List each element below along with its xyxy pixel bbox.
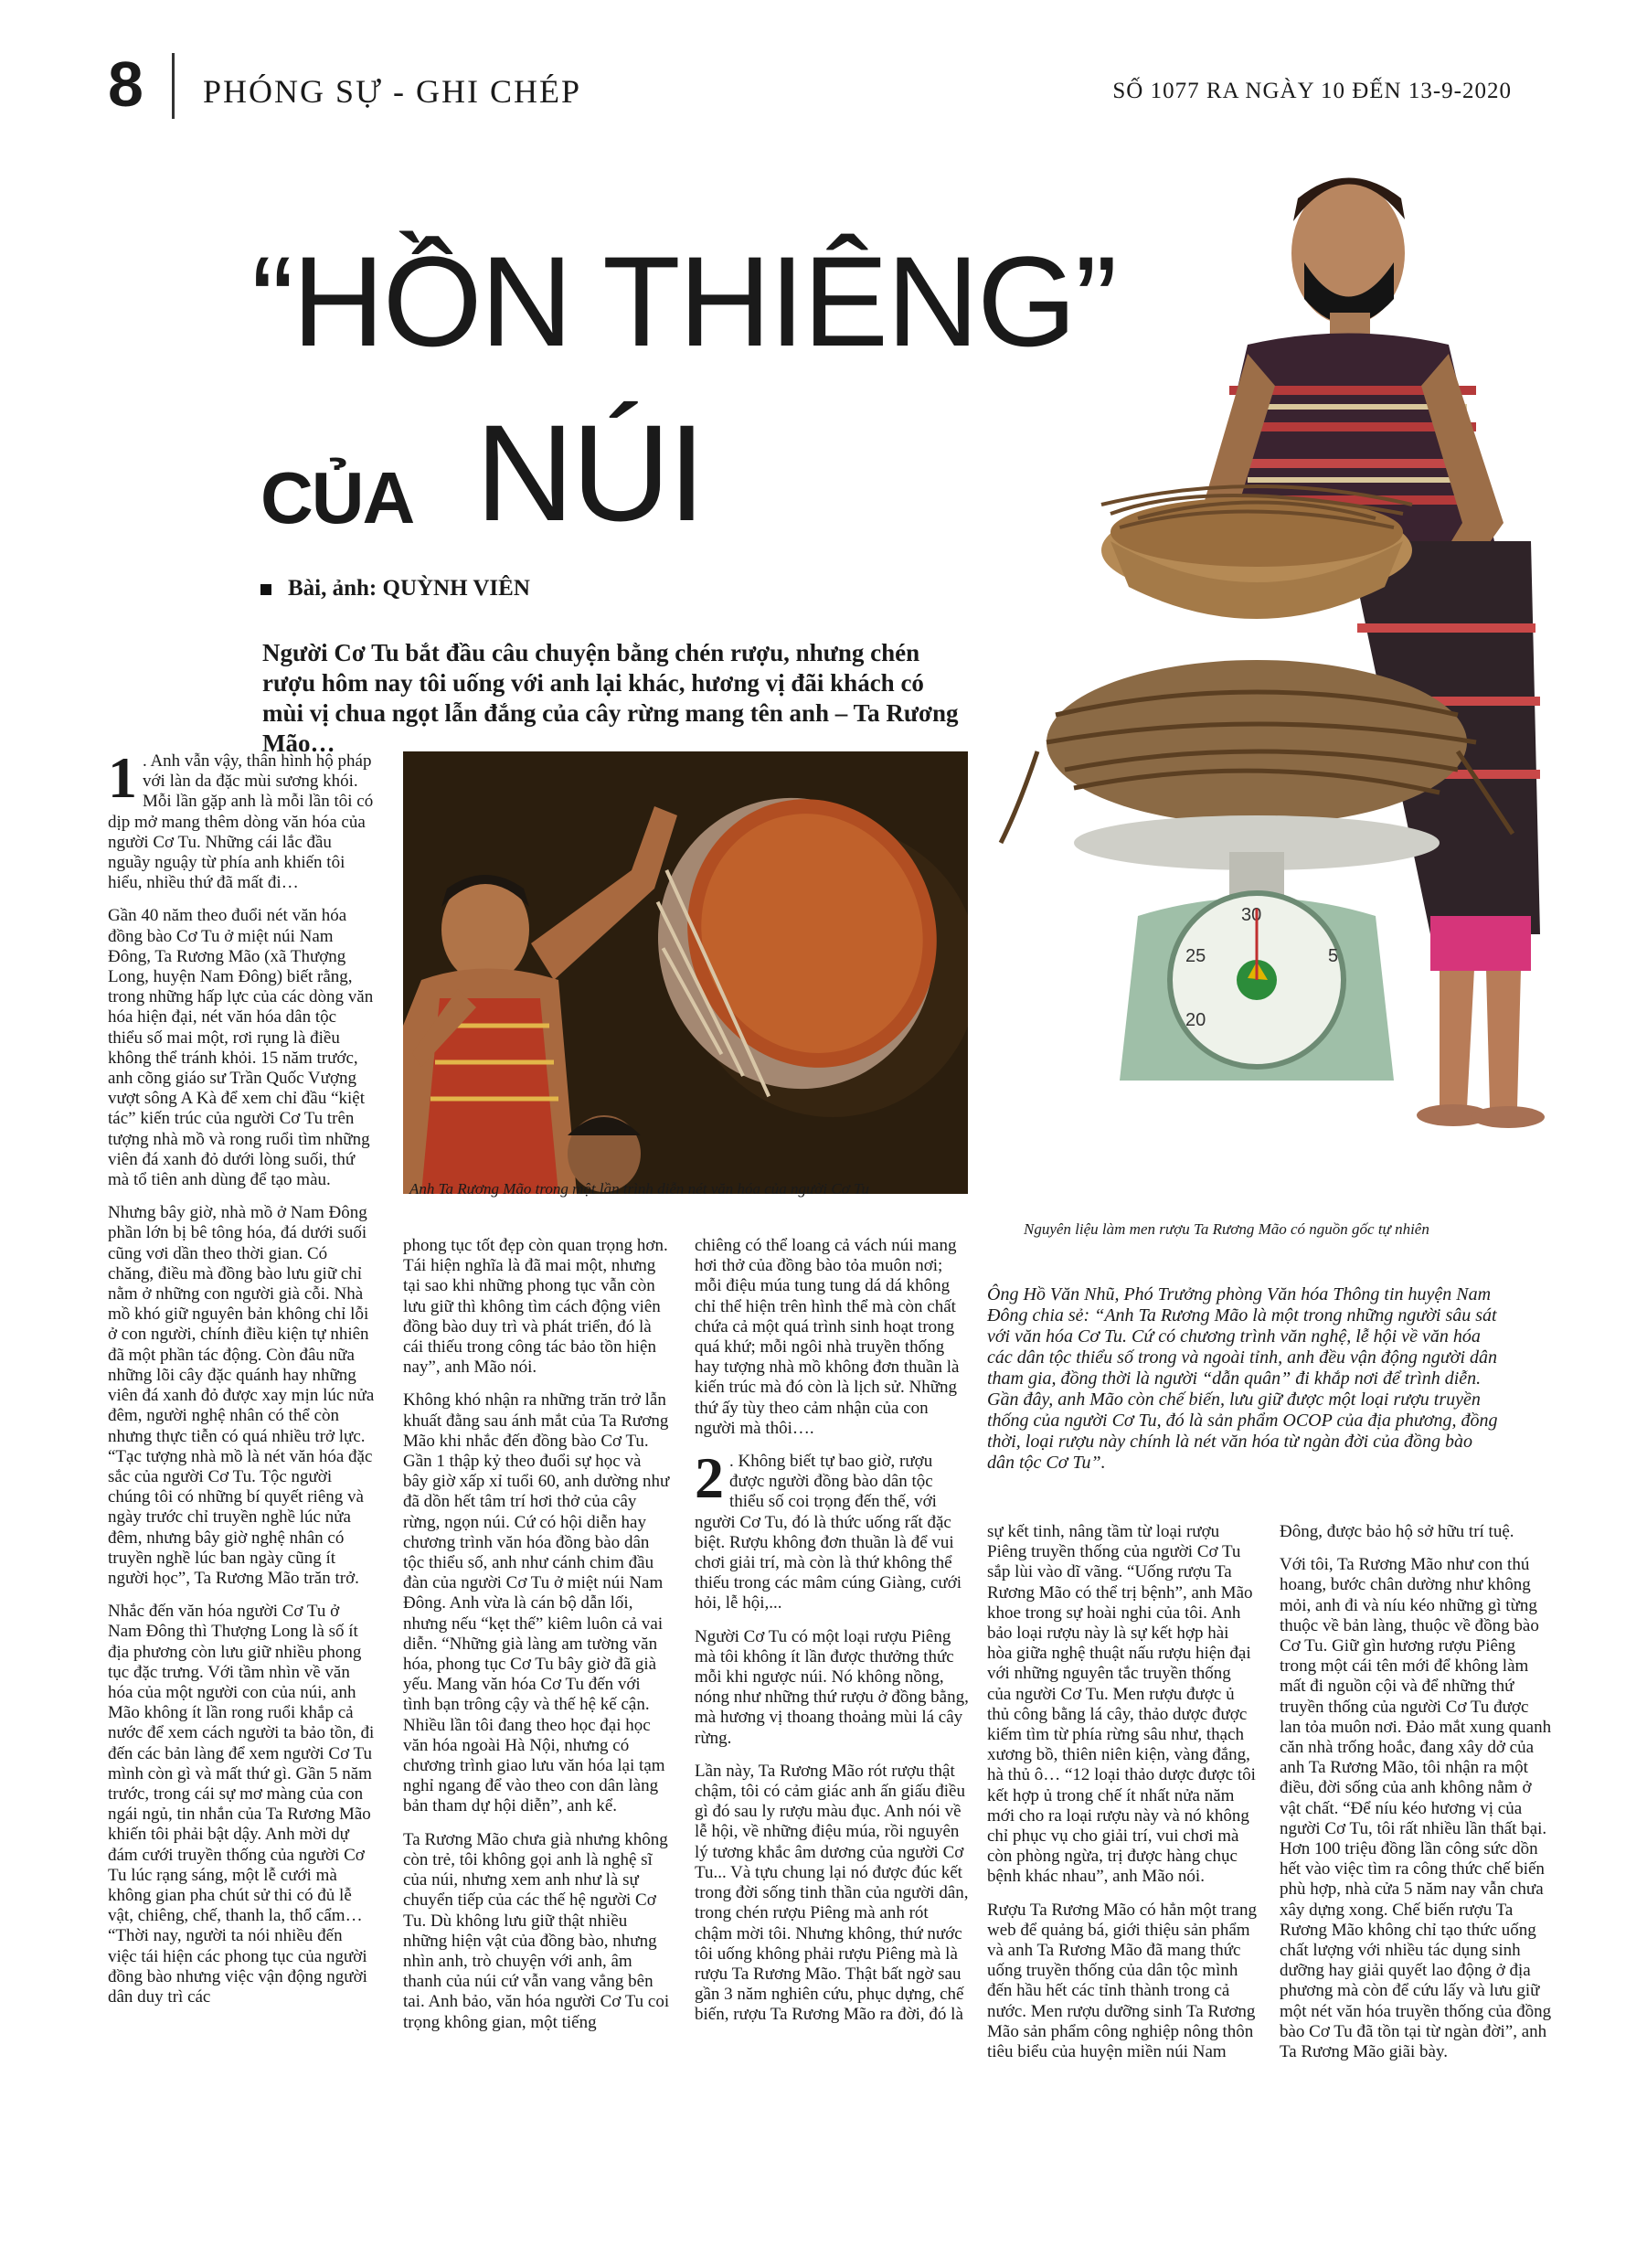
col1-paragraph-1 <box>108 745 375 893</box>
column-1 <box>108 745 375 2020</box>
col5-paragraph-1: Đông, được bảo hộ sở hữu trí tuệ. <box>1280 1522 1514 1541</box>
column-5 <box>1280 1522 1554 2075</box>
col3-paragraph-4: Lần này, Ta Rương Mão rót rượu thật chậm, tôi có cảm giác anh ấn giấu điều gì đó sau ly rượu màu đục. Anh nói về lễ hội, về những điệu múa, rồi nguyên lý tương khắc âm dương của người Cơ Tu... Và tựu chung lại nó được đúc kết trong đời sống tinh thần của người dân, trong chén rượu Piêng mà anh rót chậm mời tôi. Nhưng không, thứ nước tôi uống không phải rượu Piêng mà là rượu Ta Rương Mão. Thật bất ngờ sau gần 3 năm nghiên cứu, phục dựng, chế biến, rượu Ta Rương Mão ra đời, đó là <box>695 1761 969 2025</box>
scale-label-5: 5 <box>1328 946 1339 966</box>
col1-paragraph-2: Gần 40 năm theo đuổi nét văn hóa đồng bào Cơ Tu ở miệt núi Nam Đông, Ta Rương Mão (xã Thượng Long, huyện Nam Đông) biết rằng, trong những hấp lực của các dòng văn hóa hiện đại, nét văn hóa dân tộc thiểu số mai một, rơi rụng là điều không thể tránh khỏi. 15 năm trước, anh cõng giáo sư Trần Quốc Vượng vượt sông A Kà để xem chỉ đầu “kiệt tác” kiến trúc của người Cơ Tu trên tượng nhà mồ và rong ruổi tìm những viên đá xanh đỏ dưới lòng suối, thứ mà tổ tiên anh dùng để tạo màu. <box>108 906 374 1190</box>
article-title-big-word: NÚI <box>475 396 704 549</box>
dropcap-2: 2 <box>695 1445 724 1511</box>
caption-ingredients: Nguyên liệu làm men rượu Ta Rương Mão có nguồn gốc tự nhiên <box>1024 1220 1429 1238</box>
col1-paragraph-3: Nhưng bây giờ, nhà mồ ở Nam Đông phần lớn bị bê tông hóa, đá dưới suối cũng vơi dần theo thời gian. Có chăng, điều mà đồng bào lưu giữ chỉ nằm ở những con người già cỗi. Nhà mồ khó giữ nguyên bản không chỉ lỗi ở con người, chính điều kiện tự nhiên đã một phần tác động. Còn đâu nữa những lõi cây đặc quánh hay những viên đá xanh đỏ được xay mịn lúc nửa đêm, người nghệ nhân có thể còn nhưng thực tiễn có quá nhiều trở lực. “Tạc tượng nhà mồ là nét văn hóa đặc sắc của người Cơ Tu. Tộc người chúng tôi có những bí quyết riêng và ngày trước chỉ truyền nghề lúc nửa đêm, nhưng bây giờ nghệ nhân có truyền nghề lúc ban ngày cũng ít người học”, Ta Rương Mão trăn trở. <box>108 1203 375 1588</box>
col3-paragraph-2 <box>695 1445 969 1614</box>
col2-paragraph-3: Ta Rương Mão chưa già nhưng không còn trẻ, tôi không gọi anh là nghệ sĩ của núi, nhưng xem anh như là sự chuyển tiếp của các thế hệ người Cơ Tu. Dù không lưu giữ thật nhiều những hiện vật của đồng bào, nhưng nhìn anh, trò chuyện với anh, âm thanh của núi cứ vẫn vang vẳng bên tai. Anh bảo, văn hóa người Cơ Tu coi trọng không gian, một tiếng <box>403 1829 670 2032</box>
col2-paragraph-1: phong tục tốt đẹp còn quan trọng hơn. Tái hiện nghĩa là đã mai một, nhưng tại sao khi những phong tục vẫn còn lưu giữ thì không tìm cách động viên đồng bào duy trì và phát triển, đó là cái thiếu trong công tác bảo tồn hiện nay”, anh Mão nói. <box>403 1236 668 1378</box>
quote-block <box>987 1284 1499 1486</box>
article-title-line1: “HỒN THIÊNG” <box>251 229 1116 373</box>
col3-paragraph-3: Người Cơ Tu có một loại rượu Piêng mà tôi không ít lần được thưởng thức mỗi khi ngược núi. Nó không nồng, nóng như những thứ rượu ở đồng bằng, mà hương vị thoang thoảng mùi lá cây rừng. <box>695 1626 969 1748</box>
column-2 <box>403 1236 670 2046</box>
bullet-square-icon <box>260 584 271 595</box>
col3-p2-text: . Không biết tự bao giờ, rượu được người đồng bào dân tộc thiểu số coi trọng đến thế, với người Cơ Tu, đó là thức uống rất đặc biệt. Rượu không đơn thuần là để vui chơi giải trí, mà còn là thứ không thể thiếu trong các mâm cúng Giàng, cưới hỏi, lễ hội,... <box>695 1452 962 1613</box>
byline <box>260 574 530 603</box>
section-label: PHÓNG SỰ - GHI CHÉP <box>203 73 581 110</box>
photo-performance <box>403 751 968 1194</box>
scale-label-20: 20 <box>1185 1010 1206 1030</box>
col4-paragraph-1: sự kết tinh, nâng tầm từ loại rượu Piêng truyền thống của người Cơ Tu sắp lùi vào dĩ vãng. “Uống rượu Ta Rương Mão có thể trị bệnh”, anh Mão khoe trong sự hoài nghi của tôi. Anh bảo loại rượu này là sự kết hợp hài hòa giữa nghệ thuật nấu rượu hiện đại với những nguyên tắc truyền thống của người Cơ Tu. Men rượu được ủ thủ công bằng lá cây, thảo dược được kiếm tìm từ phía rừng sâu như, thạch xương bồ, thiên niên kiện, vàng đắng, hà thủ ô… “12 loại thảo dược được tôi kết hợp ủ trong chế ít nhất nửa năm mới cho ra loại rượu này và nó không chỉ phục vụ cho giải trí, vui chơi mà còn phòng ngừa, trị được hàng chục bệnh khác nhau”, anh Mão nói. <box>987 1522 1256 1887</box>
issue-info: SỐ 1077 RA NGÀY 10 ĐẾN 13-9-2020 <box>1112 79 1512 103</box>
article-lead: Người Cơ Tu bắt đầu câu chuyện bằng chén rượu, nhưng chén rượu hôm nay tôi uống với anh lại khác, hương vị đãi khách có mùi vị chua ngọt lẫn đắng của cây rừng mang tên anh – Ta Rương Mão… <box>262 639 959 757</box>
col4-paragraph-2: Rượu Ta Rương Mão có hẳn một trang web để quảng bá, giới thiệu sản phẩm và anh Ta Rương Mão đã mang thức uống truyền thống của dân tộc mình đến hầu hết các tỉnh thành trong cả nước. Men rượu dưỡng sinh Ta Rương Mão sản phẩm công nghiệp nông thôn tiêu biểu của huyện miền núi Nam <box>987 1900 1257 2062</box>
column-4 <box>987 1522 1257 2075</box>
header-divider <box>172 53 175 119</box>
column-3 <box>695 1236 969 2039</box>
col1-paragraph-4: Nhắc đến văn hóa người Cơ Tu ở Nam Đông thì Thượng Long là số ít địa phương còn lưu giữ nhiều phong tục đặc trưng. Với tầm nhìn về văn hóa của một người con của núi, anh Mão không ít lần rong ruổi khắp cả nước để xem cách người ta bảo tồn, đi đến các bản làng để xem người Cơ Tu mình còn gì và mất thứ gì. Gần 5 năm trước, trong cái sự mơ màng của con ngái ngủ, tin nhắn của Ta Rương Mão khiến tôi phải bật dậy. Anh mời dự đám cưới truyền thống của người Cơ Tu lúc rạng sáng, một lễ cưới mà không gian pha chút sử thi có đủ lễ vật, chiêng, chế, thanh la, thổ cẩm… “Thời nay, người ta nói nhiều đến việc tái hiện các phong tục của người đồng bào nhưng việc vận động người dân duy trì các <box>108 1602 375 2007</box>
quote-paragraph: Ông Hồ Văn Nhũ, Phó Trưởng phòng Văn hóa Thông tin huyện Nam Đông chia sẻ: “Anh Ta Rương Mão là một trong những người sâu sát với văn hóa Cơ Tu. Cứ có chương trình văn nghệ, lễ hội về văn hóa các dân tộc thiểu số trong và ngoài tỉnh, anh đều vận động người dân tham gia, đồng thời là người “dẫn quân” đi khắp nơi để trình diễn. Gần đây, anh Mão còn chế biến, lưu giữ được một loại rượu truyền thống của người Cơ Tu, đó là sản phẩm OCOP của địa phương, đồng thời, loại rượu này chính là nét văn hóa từ ngàn đời của đồng bào dân tộc Cơ Tu”. <box>987 1284 1498 1473</box>
performance-illustration <box>403 751 968 1194</box>
col3-paragraph-1: chiêng có thể loang cả vách núi mang hơi thở của đồng bào tỏa muôn nơi; mỗi điệu múa tung tung dá dá không chỉ thể hiện trên hình thể mà còn chất chứa cả một quá trình sinh hoạt trong quá khứ; mỗi ngôi nhà truyền thống hay tượng nhà mồ không đơn thuần là kiến trúc mà đó còn là lịch sử. Những thứ ấy tùy theo cảm nhận của con người mà thôi…. <box>695 1236 960 1438</box>
scale-label-30: 30 <box>1241 905 1262 925</box>
article-title-small-word: CỦA <box>260 457 414 538</box>
byline-text: Bài, ảnh: QUỲNH VIÊN <box>288 576 530 601</box>
col5-paragraph-2: Với tôi, Ta Rương Mão như con thú hoang, bước chân dường như không mỏi, anh đi và níu kéo những gì từng thuộc về bản làng, thuộc về đồng bào Cơ Tu. Giữ gìn hương rượu Piêng trong một cái tên mới để không làm mất đi nguồn cội và để những thứ truyền thống của người Cơ Tu được lan tỏa muôn nơi. Đảo mắt xung quanh căn nhà trống hoắc, đang xây dở của anh Ta Rương Mão, tôi nhận ra một điều, đời sống của anh không nằm ở vật chất. “Để níu kéo hương vị của người Cơ Tu, tôi rất nhiều lần thất bại. Hơn 100 triệu đồng lần công sức dồn hết vào việc tìm ra công thức chế biến phù hợp, nhà cửa 5 năm nay vẫn chưa xây dựng xong. Chế biến rượu Ta Rương Mão không chỉ tạo thức uống chất lượng với nhiều tác dụng sinh dưỡng hay giải quyết lao động ở địa phương mà còn để cứu lấy và lưu giữ một nét văn hóa truyền thống của đồng bào Cơ Tu đã tồn tại từ ngàn đời”, anh Ta Rương Mão giãi bày. <box>1280 1555 1552 2062</box>
col1-p1-text: . Anh vẫn vậy, thân hình hộ pháp với làn da đặc mùi sương khói. Mỗi lần gặp anh là mỗi lần tôi có dịp mở mang thêm dòng văn hóa của người Cơ Tu. Những cái lắc đầu nguầy nguậy từ phía anh khiến tôi hiểu, nhiều thứ đã mất đi… <box>108 751 374 893</box>
col2-paragraph-2: Không khó nhận ra những trăn trở lẫn khuất đằng sau ánh mắt của Ta Rương Mão khi nhắc đến đồng bào Cơ Tu. Gần 1 thập kỷ theo đuổi sự học và bây giờ xấp xỉ tuổi 60, anh dường như đã dồn hết tâm trí hơi thở của cây rừng, ngọn núi. Cứ có hội diễn hay chương trình văn hóa đồng bào dân tộc thiểu số, anh như cánh chim đầu đàn của người Cơ Tu ở miệt núi Nam Đông. Anh vừa là cán bộ dẫn lối, nhưng nếu “kẹt thế” kiêm luôn cả vai diễn. “Những già làng am tường văn hóa, phong tục Cơ Tu bây giờ đã già yếu. Mang văn hóa Cơ Tu đến với tình bạn trông cậy và thế hệ kế cận. Nhiều lần tôi đang theo học đại học văn hóa ngoài Hà Nội, nhưng có chương trình giao lưu văn hóa lại tạm nghỉ ngang để vào theo con dân làng bản tham dự hội diễn”, anh kể. <box>403 1390 670 1816</box>
dropcap-1: 1 <box>108 745 137 810</box>
caption-performance: Anh Ta Rương Mão trong một lần trình diễn nét văn hóa của người Cơ Tu <box>409 1180 870 1198</box>
scale-label-25: 25 <box>1185 946 1206 966</box>
page-number: 8 <box>108 48 143 120</box>
